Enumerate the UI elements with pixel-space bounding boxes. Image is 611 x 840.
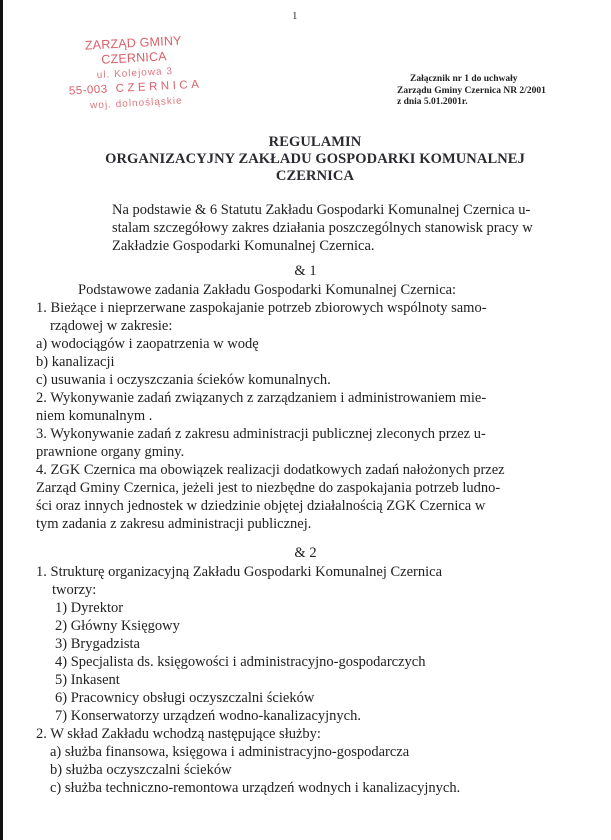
section-1-line: Zarząd Gminy Czernica, jeżeli jest to niezbędne do zaspokajania potrzeb ludno- bbox=[36, 480, 501, 496]
section-2-line: c) służba techniczno-remontowa urządzeń wodnych i kanalizacyjnych. bbox=[50, 780, 461, 796]
section-2-line: 6) Pracownicy obsługi oczyszczalni ścieków bbox=[55, 690, 315, 706]
stamp-line-name: ZARZĄD GMINY CZERNICA bbox=[84, 33, 182, 67]
section-1-line: a) wodociągów i zaopatrzenia w wodę bbox=[36, 336, 259, 352]
section-2-line: 7) Konserwatorzy urządzeń wodno-kanalizacyjnych. bbox=[55, 708, 361, 724]
title-line: CZERNICA bbox=[275, 168, 355, 184]
section-1-heading: & 1 bbox=[294, 263, 317, 279]
section-2-heading: & 2 bbox=[294, 545, 317, 561]
section-1-line: 2. Wykonywanie zadań związanych z zarządzaniem i administrowaniem mie- bbox=[36, 390, 487, 406]
section-1-line: rządowej w zakresie: bbox=[50, 318, 173, 334]
section-2-line: 2) Główny Księgowy bbox=[55, 618, 180, 634]
section-2-line: b) służba oczyszczalni ścieków bbox=[50, 762, 232, 778]
section-2-line: 3) Brygadzista bbox=[55, 636, 140, 652]
section-2-line: 2. W skład Zakładu wchodzą następujące służby: bbox=[36, 726, 321, 742]
title-line: ORGANIZACYJNY ZAKŁADU GOSPODARKI KOMUNALNEJ bbox=[105, 151, 525, 167]
section-1-line: niem komunalnym . bbox=[36, 408, 153, 424]
office-stamp bbox=[58, 32, 212, 115]
section-2-line: tworzy: bbox=[52, 582, 97, 598]
document-title bbox=[60, 134, 570, 185]
section-1-line: 1. Bieżące i nieprzerwane zaspokajanie potrzeb zbiorowych wspólnoty samo- bbox=[36, 300, 487, 316]
annex-line: Zarządu Gminy Czernica NR 2/2001 bbox=[397, 85, 546, 96]
section-2-line: 1. Strukturę organizacyjną Zakładu Gospodarki Komunalnej Czernica bbox=[36, 564, 443, 580]
stamp-postal-code: 55-003 bbox=[68, 83, 108, 98]
section-2-line: 4) Specjalista ds. księgowości i administracyjno-gospodarczych bbox=[55, 654, 426, 670]
intro-paragraph bbox=[112, 201, 552, 255]
section-1-line: 3. Wykonywanie zadań z zakresu administracji publicznej zleconych przez u- bbox=[36, 426, 486, 442]
intro-line: stalam szczegółowy zakres działania poszczególnych stanowisk pracy w bbox=[112, 220, 533, 236]
section-1-line: tym zadania z zakresu administracji publicznej. bbox=[36, 516, 312, 532]
section-2-line: a) służba finansowa, księgowa i administracyjno-gospodarcza bbox=[50, 744, 410, 760]
stamp-line-region: woj. dolnośląskie bbox=[89, 95, 183, 112]
intro-line: Zakładzie Gospodarki Komunalnej Czernica. bbox=[112, 238, 375, 254]
section-1-line: prawnione organy gminy. bbox=[36, 444, 185, 460]
section-2-line: 1) Dyrektor bbox=[55, 600, 124, 616]
section-2-line: 5) Inkasent bbox=[55, 672, 120, 688]
page-number: 1 bbox=[292, 10, 298, 22]
annex-note bbox=[397, 74, 597, 109]
stamp-city: CZERNICA bbox=[115, 78, 203, 96]
title-line: REGULAMIN bbox=[268, 134, 362, 150]
section-1-line: ści oraz innych jednostek w dziedzinie objętej działalnością ZGK Czernica w bbox=[36, 498, 486, 514]
annex-line: Załącznik nr 1 do uchwały bbox=[410, 74, 518, 84]
intro-line: Na podstawie & 6 Statutu Zakładu Gospodarki Komunalnej Czernica u- bbox=[112, 202, 531, 218]
stamp-line-street: ul. Kolejowa 3 bbox=[96, 66, 174, 82]
section-1-line: c) usuwania i oczyszczania ścieków komunalnych. bbox=[36, 372, 331, 388]
section-1-line: 4. ZGK Czernica ma obowiązek realizacji dodatkowych zadań nałożonych przez bbox=[36, 462, 505, 478]
section-1-lead: Podstawowe zadania Zakładu Gospodarki Komunalnej Czernica: bbox=[78, 282, 457, 298]
scan-border bbox=[0, 0, 3, 840]
section-1-line: b) kanalizacji bbox=[36, 354, 115, 370]
annex-line: z dnia 5.01.2001r. bbox=[397, 97, 468, 107]
